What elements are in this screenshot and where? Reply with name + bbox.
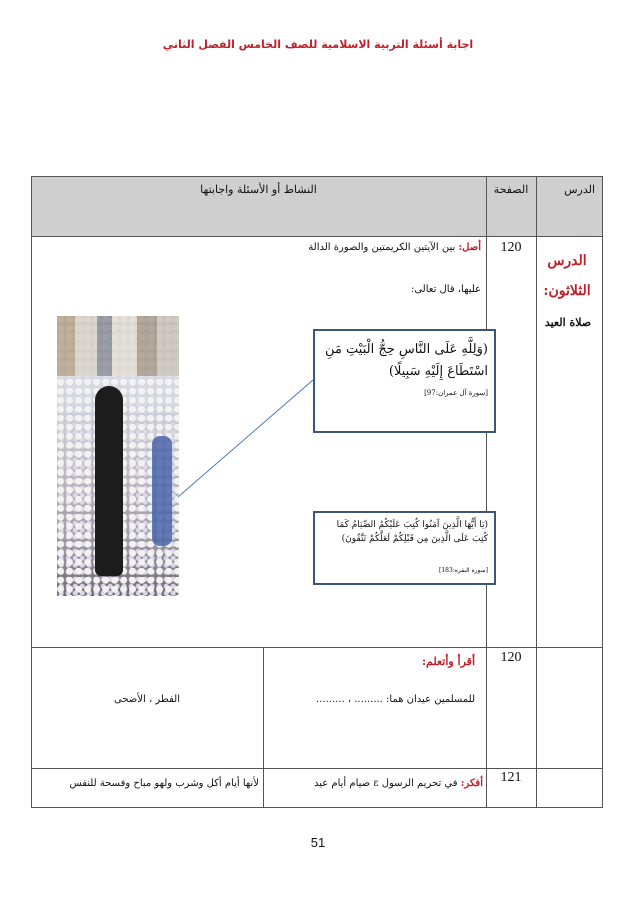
photo-figure-robe <box>152 436 172 546</box>
row3-page: 121 <box>500 770 522 785</box>
verse-box-hajj <box>313 329 496 433</box>
row1-page: 120 <box>500 240 522 255</box>
row-divider <box>31 236 603 237</box>
verse1-ref: [سورة آل عمران:97] <box>424 389 488 397</box>
row3-answer: لأنها أيام أكل وشرب ولهو مباح وفسحة للنفس <box>69 778 259 789</box>
page-number: 51 <box>310 835 326 850</box>
page-title: اجابة أسئلة التربية الاسلامية للصف الخامس الفصل الثاني <box>162 38 474 51</box>
row3-label: أفكر: <box>460 778 483 789</box>
lesson-name: الدرس الثلاثون: <box>543 253 591 299</box>
row2-question: للمسلمين عيدان هما: ......... ، ......... <box>316 694 475 705</box>
header-lesson: الدرس <box>564 183 595 196</box>
lesson-topic: صلاة العيد <box>544 316 592 329</box>
header-page: الصفحة <box>493 183 529 196</box>
row1-label: أصل: <box>458 242 481 253</box>
verse-box-fasting <box>313 511 496 585</box>
row-divider <box>31 647 603 648</box>
verse2-text: (يَا أَيُّهَا الَّذِينَ آمَنُوا كُتِبَ عَلَيْكُمُ الصِّيَامُ كَمَا كُتِبَ عَلَى الَّذِينَ مِن قَبْلِكُمْ لَعَلَّكُمْ تَتَّقُونَ) <box>336 520 488 544</box>
verse1-text: (وَلِلَّهِ عَلَى النَّاسِ حِجُّ الْبَيْتِ مَنِ اسْتَطَاعَ إِلَيْهِ سَبِيلًا) <box>325 342 488 379</box>
row1-instruction: بين الآيتين الكريمتين والصورة الدالة <box>308 242 456 253</box>
verse2-ref: [سورة البقرة:183] <box>438 567 488 574</box>
row1-question <box>151 242 481 253</box>
row-divider <box>31 768 603 769</box>
crowd-photo <box>57 316 179 596</box>
row2-page: 120 <box>500 650 522 665</box>
col-divider <box>486 176 487 808</box>
photo-buildings <box>57 316 179 376</box>
row3-question <box>271 778 483 789</box>
row3-question-text: في تحريم الرسول ε صيام أيام عيد <box>314 778 458 789</box>
row1-instruction2: عليها، قال تعالى: <box>410 284 481 295</box>
header-activity: النشاط أو الأسئلة واجابتها <box>200 183 317 196</box>
photo-figure <box>95 386 123 576</box>
row2-label: أقرأ وأتعلم: <box>421 655 475 668</box>
row2-answer: الفطر ، الأضحى <box>114 694 180 705</box>
col-divider <box>263 647 264 808</box>
